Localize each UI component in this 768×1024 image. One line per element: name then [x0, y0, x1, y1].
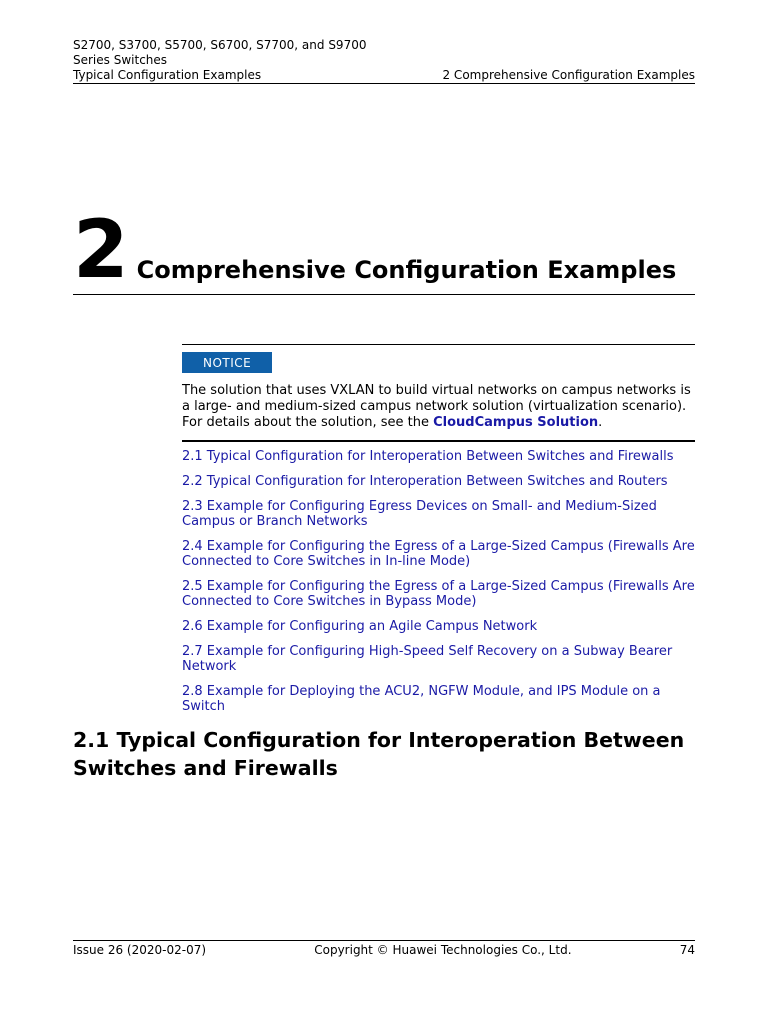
toc-link-2-6[interactable]: 2.6 Example for Configuring an Agile Campus Network	[182, 619, 538, 634]
toc-link-2-1[interactable]: 2.1 Typical Configuration for Interoperation Between Switches and Firewalls	[182, 449, 674, 464]
header-product-line-2: Series Switches	[73, 53, 168, 67]
header-doc-title: Typical Configuration Examples	[73, 68, 262, 82]
toc-link-2-3[interactable]: 2.3 Example for Configuring Egress Devices on Small- and Medium-Sized Campus or Branch Networks	[182, 499, 657, 529]
chapter-title: Comprehensive Configuration Examples	[136, 256, 677, 284]
footer-issue: Issue 26 (2020-02-07)	[73, 943, 207, 957]
header-chapter-ref: 2 Comprehensive Configuration Examples	[442, 68, 695, 82]
footer-copyright: Copyright © Huawei Technologies Co., Ltd.	[314, 943, 572, 957]
header-product-line-1: S2700, S3700, S5700, S6700, S7700, and S9700	[73, 38, 367, 52]
toc-link-2-7[interactable]: 2.7 Example for Configuring High-Speed Self Recovery on a Subway Bearer Network	[182, 644, 673, 674]
footer-page-number: 74	[679, 943, 695, 957]
section-heading: 2.1 Typical Configuration for Interoperation Between Switches and Firewalls	[73, 728, 685, 780]
notice-box	[182, 344, 695, 442]
cloudcampus-solution-link[interactable]: CloudCampus Solution	[433, 415, 599, 430]
notice-text	[182, 383, 695, 431]
page-header	[73, 38, 695, 84]
notice-label: NOTICE	[182, 352, 272, 373]
toc-link-2-8[interactable]: 2.8 Example for Deploying the ACU2, NGFW Module, and IPS Module on a Switch	[182, 684, 661, 714]
header-row	[73, 68, 695, 84]
section-toc	[182, 449, 695, 724]
chapter-heading	[73, 203, 695, 296]
toc-link-2-4[interactable]: 2.4 Example for Configuring the Egress of a Large-Sized Campus (Firewalls Are Connected to Core Switches in In-line Mode)	[182, 539, 695, 569]
page-footer	[73, 940, 695, 957]
notice-text-after: .	[598, 415, 603, 430]
toc-link-2-5[interactable]: 2.5 Example for Configuring the Egress of a Large-Sized Campus (Firewalls Are Connected to Core Switches in Bypass Mode)	[182, 579, 695, 609]
notice-text-before: The solution that uses VXLAN to build virtual networks on campus networks is a large- and medium-sized campus network solution (virtualization scenario). For details about the solution, see the	[182, 383, 691, 430]
chapter-number: 2	[73, 203, 127, 296]
toc-link-2-2[interactable]: 2.2 Typical Configuration for Interoperation Between Switches and Routers	[182, 474, 668, 489]
